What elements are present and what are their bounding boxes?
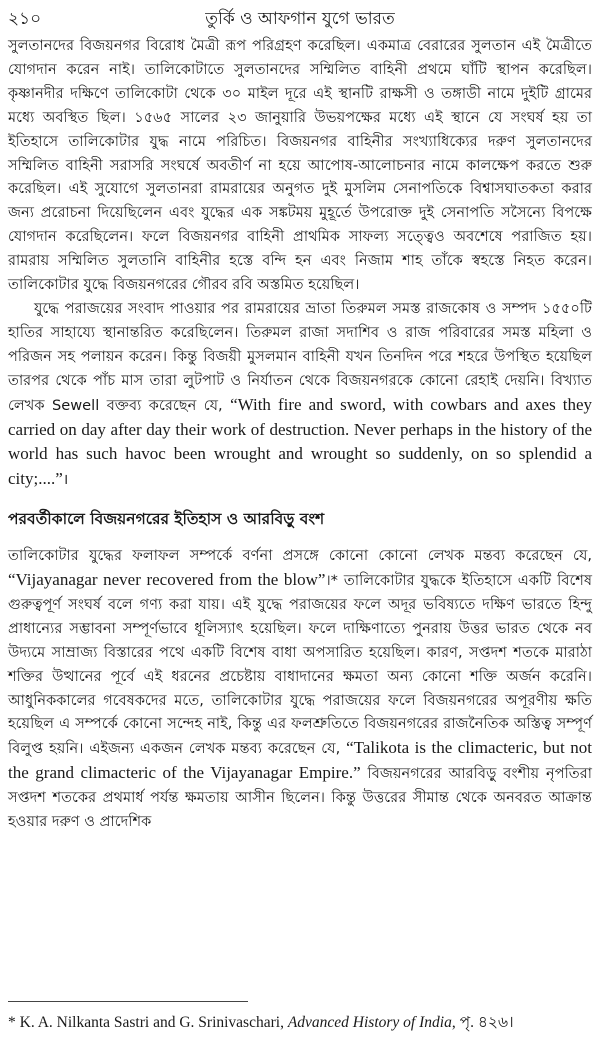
section-heading: পরবর্তীকালে বিজয়নগরের ইতিহাস ও আরবিড়ু বংশ (8, 510, 325, 529)
paragraph-2 (8, 297, 592, 492)
paragraph-2-end: । (62, 471, 69, 489)
paragraph-1: সুলতানদের বিজয়নগর বিরোধ মৈত্রী রূপ পরিগ্রহণ করেছিল। একমাত্র বেরারের সুলতান এই মৈত্রীতে যোগদান করেন নাই। তালিকোটাতে সুলতানদের সম্মিলিত বাহিনী প্রথমে ঘাঁটি স্থাপন করেছিল। কৃষ্ণানদীর দক্ষিণে তালিকোটা থেকে ৩০ মাইল দূরে এই স্থানটি রাক্ষসী ও তঙ্গাডী নামে দুইটি গ্রামের মধ্যে অবস্থিত ছিল। ১৫৬৫ সালের ২৩ জানুয়ারি উভয়পক্ষের মধ্যে এই স্থানে যে সংঘর্ষ হয় তা ইতিহাসে তালিকোটার যুদ্ধ নামে পরিচিত। বিজয়নগর বাহিনীর সংখ্যাধিক্যের দরুণ সুলতানদের সম্মিলিত বাহিনী সরাসরি সংঘর্ষে অবতীর্ণ না হয়ে আপোষ-আলোচনার নামে কালক্ষেপ করতে শুরু করেছিল। এই সুযোগে সুলতানরা রামরায়ের অনুগত দুই মুসলিম সেনাপতিকে বিশ্বাসঘাতকতা করার জন্য প্ররোচনা দিয়েছিলেন এবং যুদ্ধের এক সঙ্কটময় মুহূর্তে উপরোক্ত দুই সেনাপতি সসৈন্যে বিপক্ষে যোগদান করেছিলেন। ফলে বিজয়নগর বাহিনী প্রাথমিক সাফল্য সত্ত্বেও অবশেষে পরাজিত হয়। রামরায় সম্মিলিত সুলতানি বাহিনীর হস্তে বন্দি হন এবং নিজাম শাহ তাঁকে স্বহস্তে নিহত করেন। তালিকোটার যুদ্ধে বিজয়নগরের গৌরব রবি অস্তমিত হয়েছিল। (8, 37, 592, 294)
paragraph-3-part-a: তালিকোটার যুদ্ধের ফলাফল সম্পর্কে বর্ণনা প্রসঙ্গে কোনো কোনো লেখক মন্তব্য করেছেন যে, (8, 547, 592, 565)
page-header (8, 4, 592, 30)
footnote-divider (8, 1001, 248, 1002)
running-title: তুর্কি ও আফগান যুগে ভারত (205, 9, 395, 29)
footnote (8, 1010, 592, 1036)
page-number: ২১০ (8, 9, 42, 29)
paragraph-2-bengali: যুদ্ধে পরাজয়ের সংবাদ পাওয়ার পর রামরায়ের ভ্রাতা তিরুমল সমস্ত রাজকোষ ও সম্পদ ১৫৫০টি হাতির সাহায্যে স্থানান্তরিত করেছিলেন। তিরুমল রাজা সদাশিব ও রাজ পরিবারের সমস্ত মহিলা ও পরিজন সহ পলায়ন করেন। কিন্তু বিজয়ী মুসলমান বাহিনী যখন তিনদিন পরে শহরে উপস্থিত হয়েছিল তারপর থেকে পাঁচ মাস তারা লুটপাট ও নির্যাতন থেকে বিজয়নগরকে কোনো রেহাই দেয়নি। বিখ্যাত লেখক Sewell বক্তব্য করেছেন যে, (8, 299, 592, 414)
sewell-quote: “With fire and sword, with cowbars and axes they carried on day after day their work of destruction. Never perhaps in the history of the world has such havoc been wrought and wrought so suddenly, on so splendid a city;....” (8, 394, 592, 489)
paragraph-3-part-b: ।* তালিকোটার যুদ্ধকে ইতিহাসে একটি বিশেষ গুরুত্বপূর্ণ সংঘর্ষ বলে গণ্য করা যায়। এই যুদ্ধে পরাজয়ের ফলে অদূর ভবিষ্যতে দক্ষিণ ভারতে হিন্দু প্রাধান্যের সম্ভাবনা সম্পূর্ণভাবে ধূলিস্যাৎ হয়েছিল। ফলে দাক্ষিণাত্যে পুনরায় উত্তর ভারত থেকে নব উদ্যমে সাম্রাজ্য বিস্তারের পথে একটি বিশেষ বাধা অপসারিত হয়েছিল। কারণ, সপ্তদশ শতকে মারাঠা শক্তির উত্থানের পূর্বে এই ধরনের প্রচেষ্টায় বাধাদানের ক্ষমতা অন্য কোনো শক্তি অর্জন করেনি। আধুনিককালের গবেষকদের মতে, তালিকোটার যুদ্ধে পরাজয়ের ফলে বিজয়নগরের অপূরণীয় ক্ষতি হয়েছিল এ সম্পর্কে কোনো সন্দেহ নাই, কিন্তু এর ফলশ্রুতিতে বিজয়নগরের রাজনৈতিক অস্তিত্ব সম্পূর্ণ বিলুপ্ত হয়নি। এইজন্য একজন লেখক মন্তব্য করেছেন যে, (8, 572, 592, 758)
footnote-page: , পৃ. ৪২৬। (451, 1014, 514, 1031)
footnote-marker: * (8, 1014, 20, 1031)
footnote-authors: K. A. Nilkanta Sastri and G. Srinivaschari, (19, 1014, 288, 1031)
paragraph-3 (8, 544, 592, 834)
body-text (8, 34, 592, 834)
paragraph-3-part-c: বিজয়নগরের আরবিড়ু বংশীয় নৃপতিরা সপ্তদশ শতকের প্রথমার্ধ পর্যন্ত ক্ষমতায় আসীন ছিলেন। কিন্তু উত্তরের সীমান্ত থেকে অনবরত আক্রান্ত হওয়ার দরুণ ও প্রাদেশিক (8, 765, 592, 831)
vijayanagar-quote: “Vijayanagar never recovered from the blow” (8, 570, 326, 590)
footnote-book-title: Advanced History of India (287, 1014, 452, 1031)
talikota-quote: “Talikota is the climacteric, but not the grand climacteric of the Vijayanagar Empire.” (8, 738, 593, 783)
